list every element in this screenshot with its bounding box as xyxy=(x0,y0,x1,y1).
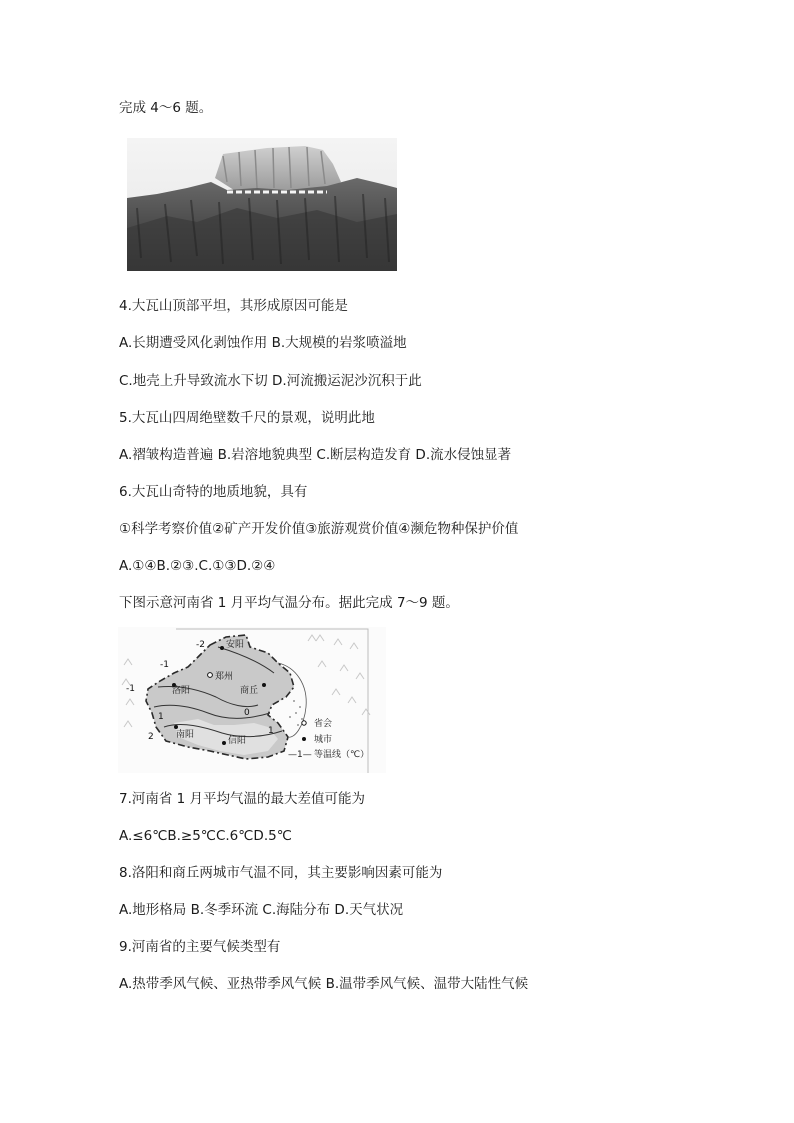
city-anyang-label: 安阳 xyxy=(226,640,245,650)
henan-temperature-map xyxy=(118,627,386,773)
question-8: 8.洛阳和商丘两城市气温不同，其主要影响因素可能为 xyxy=(119,865,443,881)
legend-isotherm-sample: —1— xyxy=(288,750,312,760)
instruction-4-6: 完成 4～6 题。 xyxy=(119,100,213,116)
question-6-options: A.①④B.②③.C.①③D.②④ xyxy=(119,558,276,574)
isotherm-label: -2 xyxy=(196,640,205,650)
question-7: 7.河南省 1 月平均气温的最大差值可能为 xyxy=(119,791,366,807)
question-5: 5.大瓦山四周绝壁数千尺的景观，说明此地 xyxy=(119,410,375,426)
legend-isotherm: 等温线（℃） xyxy=(314,750,370,760)
question-8-options: A.地形格局 B.冬季环流 C.海陆分布 D.天气状况 xyxy=(119,902,404,918)
question-5-options: A.褶皱构造普遍 B.岩溶地貌典型 C.断层构造发育 D.流水侵蚀显著 xyxy=(119,447,512,463)
isotherm-label: 0 xyxy=(244,708,250,718)
isotherm-label: -1 xyxy=(160,660,169,670)
isotherm-label: 2 xyxy=(148,732,154,742)
question-4-options-cd: C.地壳上升导致流水下切 D.河流搬运泥沙沉积于此 xyxy=(119,373,422,389)
question-6-items: ①科学考察价值②矿产开发价值③旅游观赏价值④濒危物种保护价值 xyxy=(119,521,519,537)
city-nanyang-label: 南阳 xyxy=(176,730,195,740)
isotherm-label: 1 xyxy=(158,712,164,722)
question-7-options: A.≤6℃B.≥5℃C.6℃D.5℃ xyxy=(119,828,292,844)
isotherm-label: 1 xyxy=(268,726,274,736)
question-4: 4.大瓦山顶部平坦，其形成原因可能是 xyxy=(119,298,348,314)
city-zhengzhou-label: 郑州 xyxy=(215,672,234,682)
legend-city: 城市 xyxy=(314,735,333,745)
question-4-options-ab: A.长期遭受风化剥蚀作用 B.大规模的岩浆喷溢地 xyxy=(119,335,407,351)
question-9: 9.河南省的主要气候类型有 xyxy=(119,939,281,955)
legend-capital: 省会 xyxy=(314,719,333,729)
map-intro: 下图示意河南省 1 月平均气温分布。据此完成 7～9 题。 xyxy=(119,595,459,611)
mountain-photo xyxy=(127,138,397,271)
isotherm-label: -1 xyxy=(126,684,135,694)
question-6: 6.大瓦山奇特的地质地貌，具有 xyxy=(119,484,308,500)
question-9-options: A.热带季风气候、亚热带季风气候 B.温带季风气候、温带大陆性气候 xyxy=(119,976,529,992)
city-xinyang-label: 信阳 xyxy=(228,736,247,746)
city-shangqiu-label: 商丘 xyxy=(240,686,259,696)
city-luoyang-label: 洛阳 xyxy=(172,686,191,696)
